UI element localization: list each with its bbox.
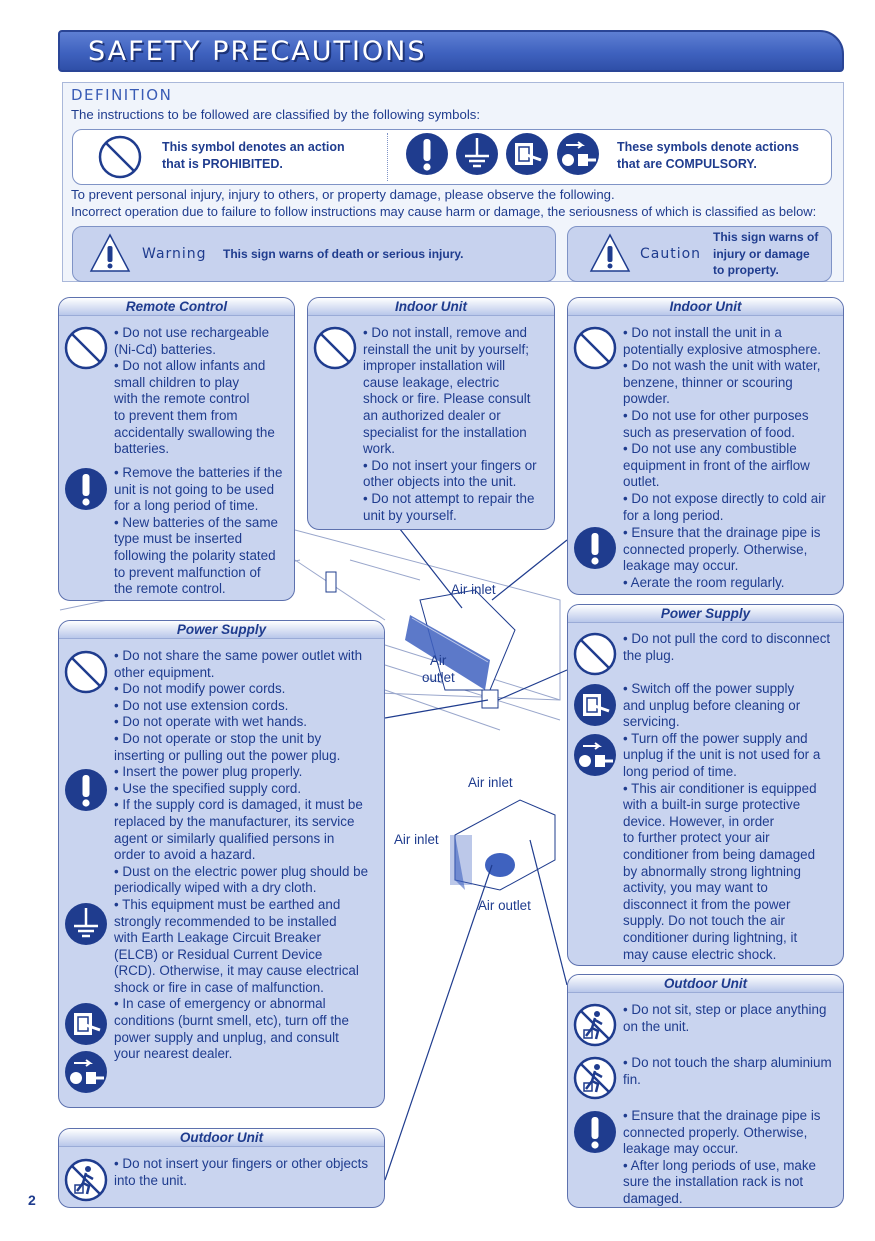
switch-off-icon (64, 1002, 108, 1046)
label-air-outlet-indoor-2: outlet (422, 670, 455, 685)
prohibited-icon (64, 326, 108, 370)
indoor-right-prohibited-list: • Do not install the unit in a potentially explosive atmosphere. • Do not wash the unit with water, benzene, thinner or scouring powder. • Do not use for other purposes such as preservation of food. • Do not use any combustible equipment in front of the airflow outlet. • Do not expose directly to cold air for a long period. (623, 325, 826, 523)
unplug-icon (64, 1050, 108, 1094)
no-touch-person-icon (64, 1158, 108, 1202)
prohibited-icon (573, 632, 617, 676)
mandatory-icon (573, 1110, 617, 1154)
prevent-line-2: Incorrect operation due to failure to follow instructions may cause harm or damage, the seriousness of which is classified as below: (71, 204, 817, 219)
indoor-right-compulsory-list: • Ensure that the drainage pipe is connected properly. Otherwise, leakage may occur. • Aerate the room regularly. (623, 525, 821, 590)
power-left-list: • Do not share the same power outlet with other equipment. • Do not modify power cords. • Do not use extension cords. • Do not operate with wet hands. • Do not operate or stop the unit by inserting or pulling out the power plug. • Insert the power plug properly. • Use the specified supply cord. • If the supply cord is damaged, it must be replaced by the manufacturer, its service agent or similarly qualified persons in order to avoid a hazard. • Dust on the electric power plug should be periodically wiped with a dry cloth. • This equipment must be earthed and strongly recommended to be installed with Earth Leakage Circuit Breaker (ELCB) or Residual Current Device (RCD). Otherwise, it may cause electrical shock or fire in case of malfunction. • In case of emergency or abnormal conditions (burnt smell, etc), turn off the power supply and unplug, and consult your nearest dealer. (114, 648, 369, 1062)
mandatory-icon (573, 526, 617, 570)
warning-text: This sign warns of death or serious injury. (223, 247, 464, 261)
caution-label: Caution (640, 246, 702, 262)
outdoor-right-list-1: • Do not sit, step or place anything on the unit. (623, 1002, 827, 1034)
mandatory-icon (64, 768, 108, 812)
indoor-middle-list: • Do not install, remove and reinstall the unit by yourself; improper installation will cause leakage, electric shock or fire. Please consult an authorized dealer or specialist for the installation work. • Do not insert your fingers or other objects into the unit. • Do not attempt to repair the unit by yourself. (363, 325, 537, 523)
panel-title: Power Supply (568, 605, 843, 623)
no-sitting-person-icon (573, 1003, 617, 1047)
unplug-icon (573, 733, 617, 777)
compulsory-legend-line1: These symbols denote actions (617, 140, 799, 154)
remote-compulsory-list: • Remove the batteries if the unit is not going to be used for a long period of time. • New batteries of the same type must be inserted following the polarity stated to prevent malfunction of the remote control. (114, 465, 283, 597)
outdoor-left-list: • Do not insert your fingers or other objects into the unit. (114, 1156, 369, 1188)
prohibited-icon (64, 650, 108, 694)
power-right-prohibited-list: • Do not pull the cord to disconnect the plug. (623, 631, 831, 663)
prohibited-icon (573, 326, 617, 370)
prohibited-legend-line2: that is PROHIBITED. (162, 157, 283, 171)
power-right-compulsory-list: • Switch off the power supply and unplug before cleaning or servicing. • Turn off the power supply and unplug if the unit is not used for a long period of time. • This air conditioner is equipped with a built-in surge protective device. However, in order to further protect your air conditioner from being damaged by abnormally strong lightning activity, you may want to disconnect it from the power supply. Do not touch the air conditioner during lightning, it may cause electric shock. (623, 681, 821, 962)
prohibited-icon (313, 326, 357, 370)
switch-off-icon (573, 683, 617, 727)
panel-title: Indoor Unit (308, 298, 554, 316)
panel-title: Power Supply (59, 621, 384, 639)
caution-text: This sign warns of injury or damage to property. (713, 230, 819, 277)
panel-title: Outdoor Unit (568, 975, 843, 993)
outdoor-right-list-2: • Do not touch the sharp aluminium fin. (623, 1055, 832, 1087)
label-air-inlet-outdoor-side: Air inlet (394, 832, 439, 847)
label-air-outlet-indoor-1: Air (430, 653, 447, 668)
definition-intro: The instructions to be followed are classified by the following symbols: (71, 107, 481, 122)
definition-heading: DEFINITION (71, 86, 173, 104)
panel-title: Indoor Unit (568, 298, 843, 316)
panel-title: Remote Control (59, 298, 294, 316)
label-air-inlet-outdoor-top: Air inlet (468, 775, 513, 790)
page-title: SAFETY PRECAUTIONS (88, 36, 427, 67)
prevent-line-1: To prevent personal injury, injury to others, or property damage, please observe the following. (71, 187, 615, 202)
panel-title: Outdoor Unit (59, 1129, 384, 1147)
warning-label: Warning (142, 246, 207, 262)
earth-icon (64, 902, 108, 946)
label-air-outlet-outdoor: Air outlet (478, 898, 531, 913)
outdoor-right-list-3: • Ensure that the drainage pipe is connected properly. Otherwise, leakage may occur. • After long periods of use, make sure the installation rack is not damaged. (623, 1108, 821, 1206)
compulsory-legend-line2: that are COMPULSORY. (617, 157, 757, 171)
page-number: 2 (28, 1192, 36, 1208)
remote-prohibited-list: • Do not use rechargeable (Ni-Cd) batteries. • Do not allow infants and small children to play with the remote control to prevent them from accidentally swallowing the batteries. (114, 325, 275, 457)
prohibited-legend-line1: This symbol denotes an action (162, 140, 345, 154)
mandatory-icon (64, 467, 108, 511)
no-touch-fin-icon (573, 1056, 617, 1100)
label-air-inlet-indoor: Air inlet (451, 582, 496, 597)
